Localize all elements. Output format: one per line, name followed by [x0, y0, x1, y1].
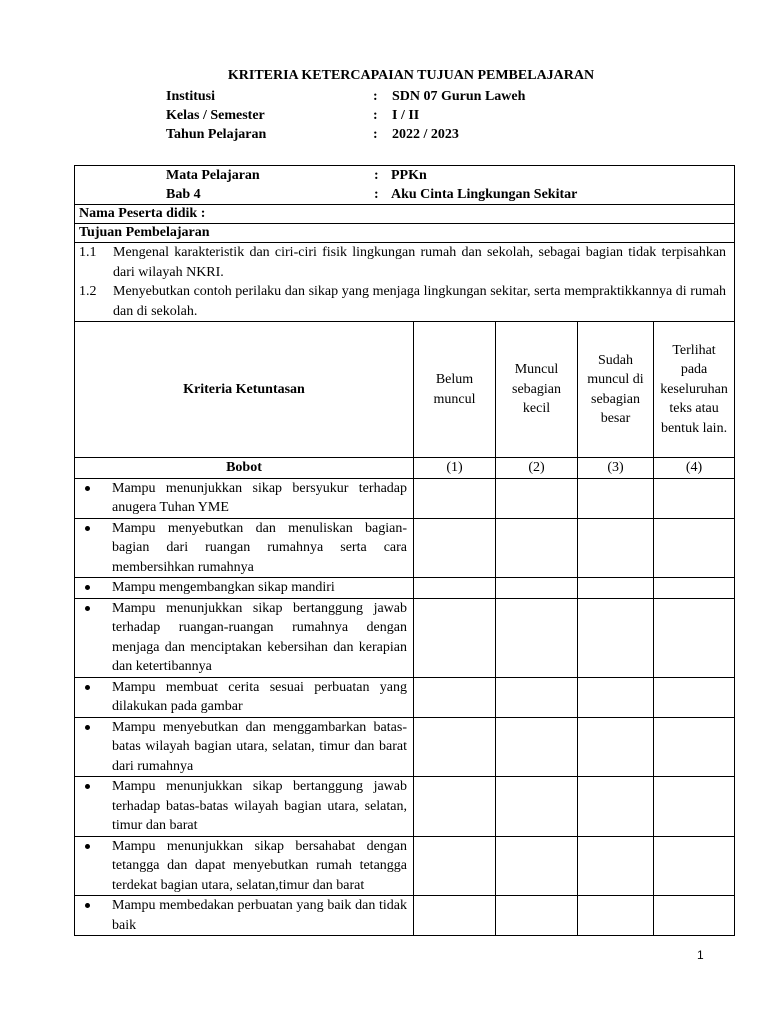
objectives-label-row — [75, 224, 735, 243]
subject-label: Mata Pelajaran — [166, 168, 260, 183]
criteria-text: Mampu membedakan perbuatan yang baik dan tidak baik — [112, 898, 407, 933]
score-cell[interactable] — [654, 518, 735, 578]
criteria-header: Kriteria Ketuntasan — [75, 322, 414, 458]
objective-item — [79, 243, 726, 282]
criteria-row — [75, 777, 735, 837]
score-cell[interactable] — [578, 478, 654, 518]
criteria-row — [75, 598, 735, 677]
criteria-text: Mampu menyebutkan dan menggambarkan batas-batas wilayah bagian utara, selatan, timur dan barat dari rumahnya — [112, 719, 407, 774]
level-header-muncul: Muncul sebagian kecil — [496, 322, 578, 458]
student-name-label: Nama Peserta didik : — [75, 205, 735, 224]
criteria-row — [75, 677, 735, 717]
level-header-sudah: Sudah muncul di sebagian besar — [578, 322, 654, 458]
score-cell[interactable] — [414, 836, 496, 896]
chapter-value: Aku Cinta Lingkungan Sekitar — [391, 187, 578, 202]
criteria-list — [75, 478, 735, 936]
student-name-row — [75, 205, 735, 224]
score-cell[interactable] — [414, 478, 496, 518]
score-cell[interactable] — [578, 717, 654, 777]
score-cell[interactable] — [578, 578, 654, 599]
criteria-cell — [75, 677, 414, 717]
criteria-cell — [75, 518, 414, 578]
bobot-value: (2) — [496, 458, 578, 479]
criteria-cell — [75, 578, 414, 599]
criteria-text: Mampu menunjukkan sikap bertanggung jawab terhadap ruangan-ruangan rumahnya dengan menjaga dan menciptakan kebersihan dan kerapian dan ketertibannya — [112, 600, 407, 674]
institution-label: Institusi — [166, 89, 216, 104]
criteria-cell — [75, 777, 414, 837]
objective-number: 1.2 — [79, 284, 97, 299]
school-year-label: Tahun Pelajaran — [166, 127, 267, 142]
score-cell[interactable] — [654, 896, 735, 936]
criteria-text: Mampu menunjukkan sikap bertanggung jawab terhadap batas-batas wilayah bagian utara, selatan, timur dan barat — [112, 779, 407, 833]
criteria-item — [75, 479, 407, 518]
score-cell[interactable] — [578, 518, 654, 578]
score-cell[interactable] — [654, 836, 735, 896]
criteria-header-row — [75, 322, 735, 458]
bullet-icon — [75, 896, 112, 935]
score-cell[interactable] — [496, 578, 578, 599]
score-cell[interactable] — [414, 578, 496, 599]
bullet-icon — [75, 599, 112, 677]
bobot-value: (3) — [578, 458, 654, 479]
separator: : — [373, 108, 378, 123]
criteria-item — [75, 837, 407, 896]
criteria-text: Mampu mengembangkan sikap mandiri — [112, 580, 335, 595]
score-cell[interactable] — [654, 478, 735, 518]
bobot-label: Bobot — [75, 458, 414, 479]
objective-item — [79, 282, 726, 321]
criteria-item — [75, 519, 407, 578]
criteria-row — [75, 717, 735, 777]
score-cell[interactable] — [414, 677, 496, 717]
page-number: 1 — [697, 948, 704, 962]
score-cell[interactable] — [578, 896, 654, 936]
criteria-text: Mampu menunjukkan sikap bersyukur terhadap anugera Tuhan YME — [112, 480, 407, 515]
criteria-text: Mampu menyebutkan dan menuliskan bagian-bagian dari ruangan rumahnya serta cara membersihkan rumahnya — [112, 520, 407, 575]
bullet-icon — [75, 678, 112, 717]
objectives-row — [75, 243, 735, 322]
bullet-icon — [75, 578, 112, 598]
criteria-item — [75, 599, 407, 677]
score-cell[interactable] — [496, 717, 578, 777]
separator: : — [374, 187, 379, 202]
bobot-value: (1) — [414, 458, 496, 479]
bullet-icon — [75, 718, 112, 777]
separator: : — [373, 89, 378, 104]
score-cell[interactable] — [414, 598, 496, 677]
score-cell[interactable] — [414, 777, 496, 837]
score-cell[interactable] — [654, 717, 735, 777]
school-year-value: 2022 / 2023 — [392, 127, 459, 142]
score-cell[interactable] — [654, 578, 735, 599]
bobot-row — [75, 458, 735, 479]
score-cell[interactable] — [496, 836, 578, 896]
criteria-row — [75, 518, 735, 578]
score-cell[interactable] — [414, 717, 496, 777]
criteria-cell — [75, 598, 414, 677]
subject-chapter-row — [75, 166, 735, 205]
score-cell[interactable] — [578, 836, 654, 896]
separator: : — [373, 127, 378, 142]
criteria-cell — [75, 836, 414, 896]
class-semester-label: Kelas / Semester — [166, 108, 265, 123]
chapter-row — [75, 185, 734, 204]
criteria-row — [75, 836, 735, 896]
criteria-item — [75, 777, 407, 836]
institution-value: SDN 07 Gurun Laweh — [392, 89, 526, 104]
level-header-belum: Belum muncul — [414, 322, 496, 458]
score-cell[interactable] — [654, 677, 735, 717]
document-title: KRITERIA KETERCAPAIAN TUJUAN PEMBELAJARAN — [227, 68, 595, 83]
score-cell[interactable] — [654, 777, 735, 837]
objective-text: Menyebutkan contoh perilaku dan sikap yang menjaga lingkungan sekitar, serta mempraktikkannya di rumah dan di sekolah. — [113, 284, 727, 319]
criteria-item — [75, 678, 407, 717]
score-cell[interactable] — [414, 518, 496, 578]
score-cell[interactable] — [578, 777, 654, 837]
criteria-row — [75, 478, 735, 518]
bullet-icon — [75, 519, 112, 578]
bullet-icon — [75, 837, 112, 896]
criteria-text: Mampu menunjukkan sikap bersahabat dengan tetangga dan dapat menyebutkan rumah tetangga terdekat bagian utara, selatan,timur dan barat — [112, 838, 407, 893]
criteria-item — [75, 896, 407, 935]
criteria-cell — [75, 478, 414, 518]
criteria-text: Mampu membuat cerita sesuai perbuatan yang dilakukan pada gambar — [112, 679, 407, 714]
score-cell[interactable] — [496, 896, 578, 936]
objective-text: Mengenal karakteristik dan ciri-ciri fisik lingkungan rumah dan sekolah, sebagai bagian tidak terpisahkan dari wilayah NKRI. — [113, 245, 727, 280]
bobot-value: (4) — [654, 458, 735, 479]
class-semester-value: I / II — [392, 108, 420, 123]
score-cell[interactable] — [578, 677, 654, 717]
subject-row — [75, 166, 734, 185]
score-cell[interactable] — [578, 598, 654, 677]
separator: : — [374, 168, 379, 183]
criteria-cell — [75, 896, 414, 936]
score-cell[interactable] — [496, 478, 578, 518]
objectives-label: Tujuan Pembelajaran — [75, 224, 735, 243]
objective-number: 1.1 — [79, 245, 97, 260]
criteria-row — [75, 896, 735, 936]
level-header-terlihat: Terlihat pada keseluruhan teks atau bentuk lain. — [654, 322, 735, 458]
criteria-item — [75, 718, 407, 777]
criteria-row — [75, 578, 735, 599]
criteria-item — [75, 578, 407, 598]
chapter-label: Bab 4 — [166, 187, 201, 202]
subject-value: PPKn — [391, 168, 427, 183]
score-cell[interactable] — [496, 598, 578, 677]
score-cell[interactable] — [496, 518, 578, 578]
bullet-icon — [75, 479, 112, 518]
score-cell[interactable] — [496, 777, 578, 837]
score-cell[interactable] — [654, 598, 735, 677]
bullet-icon — [75, 777, 112, 836]
criteria-cell — [75, 717, 414, 777]
assessment-table — [74, 165, 735, 936]
score-cell[interactable] — [496, 677, 578, 717]
score-cell[interactable] — [414, 896, 496, 936]
